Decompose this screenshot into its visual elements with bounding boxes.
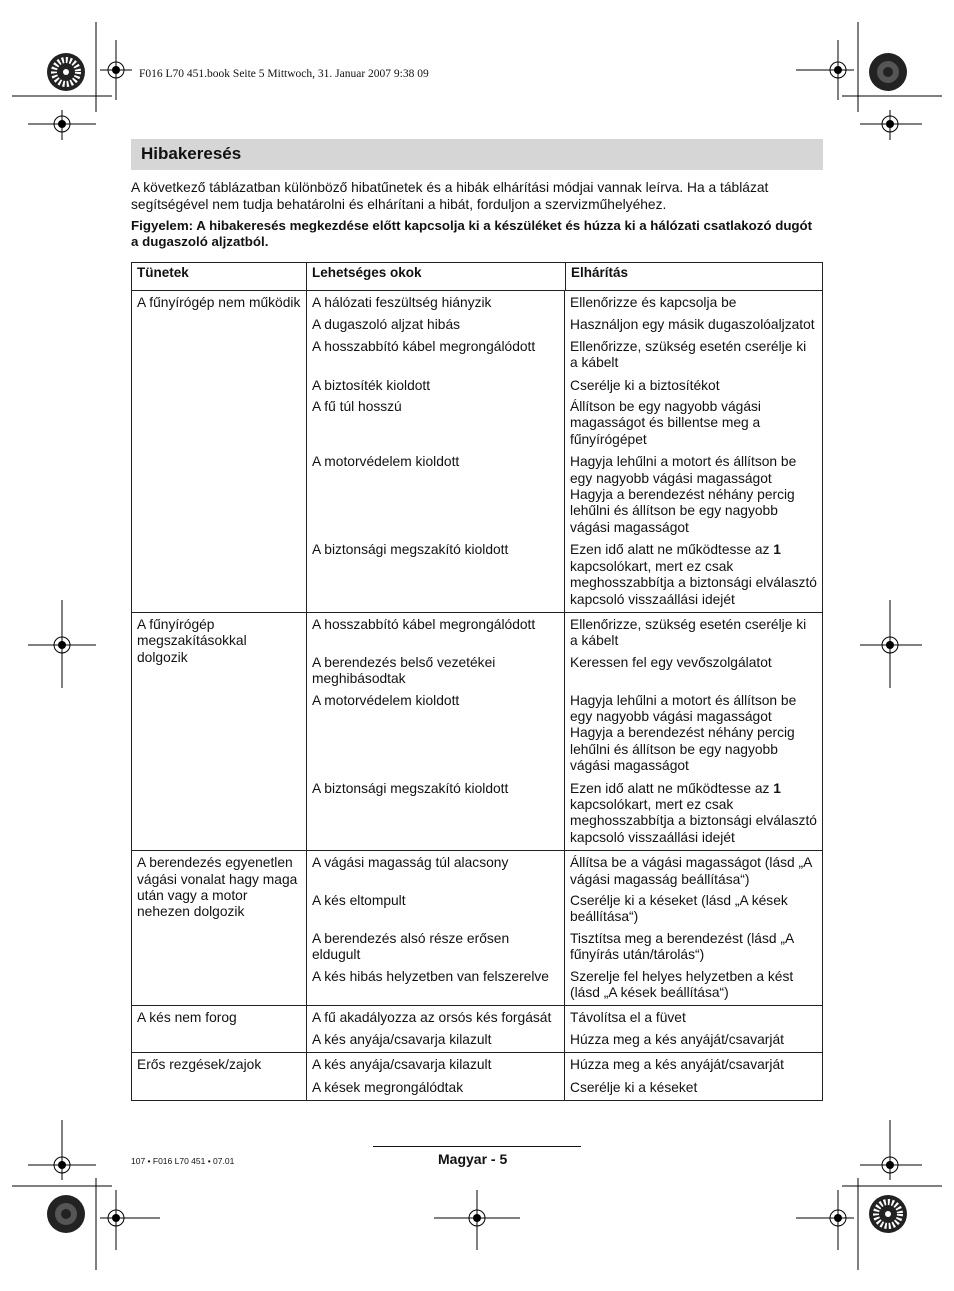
remedy-text: Állítsa be a vágási magasságot (lásd „A vágási magasság beállítása“) xyxy=(570,855,812,887)
table-row xyxy=(132,1053,823,1101)
cause-text: A kés eltompult xyxy=(312,893,406,908)
remedy-text: Távolítsa el a füvet xyxy=(570,1010,686,1026)
remedy-text: Használjon egy másik dugaszolóaljzatot xyxy=(570,317,815,333)
footer-code: 107 • F016 L70 451 • 07.01 xyxy=(131,1156,235,1166)
cause-remedy-cell xyxy=(307,851,823,1006)
column-divider xyxy=(564,613,565,850)
cause-remedy-cell xyxy=(307,291,823,613)
cause-text: A hosszabbító kábel megrongálódott xyxy=(312,338,536,354)
table-row xyxy=(132,851,823,1006)
cause-text: A kés hibás helyzetben van felszerelve xyxy=(312,968,549,984)
cause-text: A kések megrongálódtak xyxy=(312,1079,464,1095)
troubleshooting-table xyxy=(131,262,823,1101)
symptom-cell: Erős rezgések/zajok xyxy=(132,1053,307,1101)
section-title: Hibakeresés xyxy=(141,144,242,163)
remedy-text: Húzza meg a kés anyáját/csavarját xyxy=(570,1057,784,1073)
header-causes: Lehetséges okok xyxy=(307,263,566,291)
cause-text: A biztonsági megszakító kioldott xyxy=(312,780,509,796)
remedy-text: Cserélje ki a késeket xyxy=(570,1079,698,1095)
intro-paragraph: A következő táblázatban különböző hibatűnetek és a hibák elhárítási módjai vannak leírva. Ha a táblázat segítségével nem tudja behatárolni és elhárítani a hibát, forduljon a szervizműhelyéhez. xyxy=(131,180,769,212)
remedy-text: Húzza meg a kés anyáját/csavarját xyxy=(570,1031,784,1047)
remedy-text: Ellenőrizze, szükség esetén cserélje ki a kábelt xyxy=(570,616,807,649)
remedy-text: Ellenőrizze és kapcsolja be xyxy=(570,295,737,310)
remedy-text: Hagyja lehűlni a motort és állítson be egy nagyobb vágási magasságot Hagyja a berendezést néhány percig lehűlni és állítson be egy nagyobb vágási magasságot xyxy=(570,692,797,774)
symptom-cell: A berendezés egyenetlen vágási vonalat hagy maga után vagy a motor nehezen dolgozik xyxy=(132,851,307,1006)
table-row xyxy=(132,1006,823,1053)
remedy-text-part: kapcsolókart, mert ez csak meghosszabbítja a biztonsági elválasztó kapcsoló visszaállási idejét xyxy=(570,558,817,607)
cause-remedy-cell xyxy=(307,1053,823,1101)
table-row xyxy=(132,291,823,613)
remedy-text: Hagyja lehűlni a motort és állítson be egy nagyobb vágási magasságot Hagyja a berendezést néhány percig lehűlni és állítson be egy nagyobb vágási magasságot xyxy=(570,454,797,535)
lever-number: 1 xyxy=(773,780,781,796)
symptom-cell: A fűnyírógép megszakításokkal dolgozik xyxy=(132,612,307,850)
cause-text: A fű akadályozza az orsós kés forgását xyxy=(312,1010,552,1026)
header-symptoms: Tünetek xyxy=(132,263,307,291)
cause-text: A hosszabbító kábel megrongálódott xyxy=(312,616,536,632)
remedy-text: Szerelje fel helyes helyzetben a kést (lásd „A kések beállítása“) xyxy=(570,968,794,1001)
cause-text: A kés anyája/csavarja kilazult xyxy=(312,1031,492,1047)
lever-number: 1 xyxy=(773,542,781,558)
cause-text: A berendezés belső vezetékei meghibásodtak xyxy=(312,654,496,687)
column-divider xyxy=(564,1006,565,1052)
cause-remedy-cell xyxy=(307,612,823,850)
cause-text: A fű túl hosszú xyxy=(312,399,402,415)
remedy-text xyxy=(565,781,822,847)
table-row xyxy=(132,612,823,850)
column-divider xyxy=(564,291,565,612)
cause-text: A biztonsági megszakító kioldott xyxy=(312,542,509,558)
section-bar xyxy=(131,139,823,170)
cause-text: A biztosíték kioldott xyxy=(312,377,431,393)
cause-text: A motorvédelem kioldott xyxy=(312,692,460,708)
symptom-cell: A fűnyírógép nem működik xyxy=(132,291,307,613)
remedy-text: Állítson be egy nagyobb vágási magasságot és billentse meg a fűnyírógépet xyxy=(570,399,761,447)
cause-remedy-cell xyxy=(307,1006,823,1053)
table-header-row xyxy=(132,263,823,291)
cause-text: A berendezés alsó része erősen eldugult xyxy=(312,930,510,963)
remedy-text: Cserélje ki a késeket (lásd „A kések beállítása“) xyxy=(570,893,788,925)
cause-text: A motorvédelem kioldott xyxy=(312,454,460,470)
footer-page-number: Magyar - 5 xyxy=(438,1151,508,1167)
cause-text: A vágási magasság túl alacsony xyxy=(312,855,509,871)
remedy-text-part: Ezen idő alatt ne működtesse az xyxy=(570,780,774,796)
remedy-text xyxy=(565,542,822,608)
remedy-text: Keressen fel egy vevőszolgálatot xyxy=(570,654,772,670)
column-divider xyxy=(564,851,565,1005)
remedy-text: Cserélje ki a biztosítékot xyxy=(570,377,720,393)
print-header: F016 L70 451.book Seite 5 Mittwoch, 31. Januar 2007 9:38 09 xyxy=(139,68,429,80)
remedy-text: Ellenőrizze, szükség esetén cserélje ki a kábelt xyxy=(570,338,807,371)
cause-text: A kés anyája/csavarja kilazult xyxy=(312,1057,492,1073)
footer-rule xyxy=(373,1146,581,1147)
remedy-text-part: kapcsolókart, mert ez csak meghosszabbítja a biztonsági elválasztó kapcsoló visszaállási idejét xyxy=(570,796,817,845)
remedy-text: Tisztítsa meg a berendezést (lásd „A fűnyírás után/tárolás“) xyxy=(570,930,794,963)
remedy-text-part: Ezen idő alatt ne működtesse az xyxy=(570,542,774,558)
header-remedy: Elhárítás xyxy=(566,263,823,291)
cause-text: A dugaszoló aljzat hibás xyxy=(312,317,461,333)
warning-paragraph: Figyelem: A hibakeresés megkezdése előtt kapcsolja ki a készüléket és húzza ki a hálózati csatlakozó dugót a dugaszoló aljzatból. xyxy=(131,218,813,249)
symptom-cell: A kés nem forog xyxy=(132,1006,307,1053)
cause-text: A hálózati feszültség hiányzik xyxy=(312,295,492,310)
column-divider xyxy=(564,1053,565,1100)
